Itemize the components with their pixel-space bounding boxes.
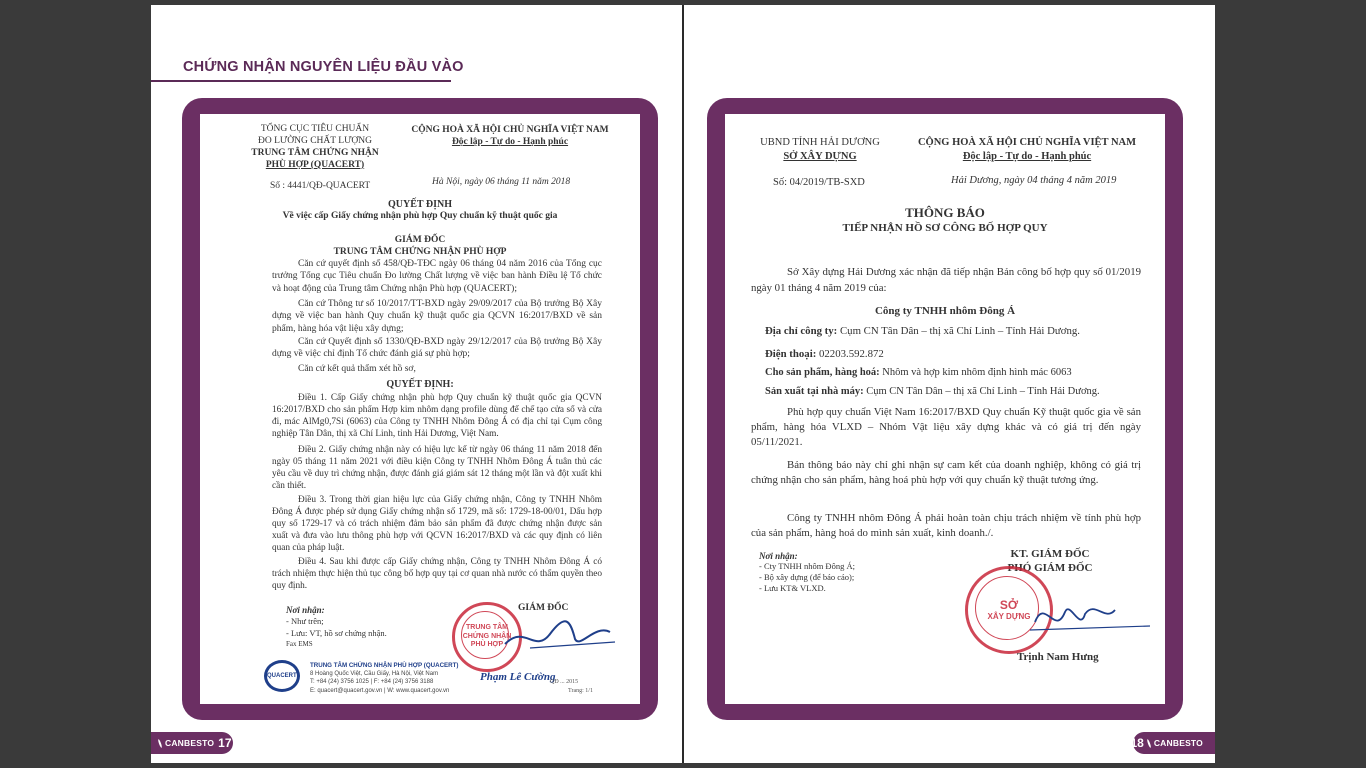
article-1: Điều 1. Cấp Giấy chứng nhận phù hợp Quy chuẩn kỹ thuật quốc gia QCVN 16:2017/BXD cho sản phẩm Hợp kim nhôm dạng profile dùng để chế tạo cửa sổ và cửa đi, mác AlMg0,7Si (6063) của Công ty TNHH Nhôm Đông Á có địa chỉ tại Cụm công nghiệp Tân Dân, thị xã Chí Linh, tỉnh Hải Dương, Việt Nam. — [272, 393, 602, 440]
construction-dept-notice-document — [725, 114, 1165, 704]
factory-row — [765, 385, 1100, 399]
national-header — [395, 124, 625, 149]
stamp-text: TRUNG TÂM — [466, 624, 508, 632]
recipient-item: - Lưu KT& VLXD. — [759, 583, 826, 593]
recipient-item: - Cty TNHH nhôm Đông Á; — [759, 561, 855, 571]
article-3: Điều 3. Trong thời gian hiệu lực của Giấy chứng nhận, Công ty TNHH Nhôm Đông Á được phép sử dụng Giấy chứng nhận số 1729, mã số: 1729-18-00/01, Dấu hợp quy số 1729-17 và có trách nhiệm đảm bảo sản phẩm đã được chứng nhận được sản xuất và đưa vào lưu thông phù hợp với QCVN 16:2017/BXD và các quy định có liên quan của pháp luật. — [272, 495, 602, 554]
org-line: UBND TỈNH HẢI DƯƠNG — [760, 137, 880, 148]
signer-name: Trịnh Nam Hưng — [1017, 651, 1099, 663]
quacert-decision-document — [200, 114, 640, 704]
recipient-item: - Lưu: VT, hồ sơ chứng nhận. — [286, 628, 387, 638]
org-line: TỔNG CỤC TIÊU CHUẨN — [260, 124, 370, 134]
org-line: TRUNG TÂM CHỨNG NHẬN — [251, 147, 379, 158]
page-footer-badge — [1130, 732, 1215, 754]
certificate-frame — [182, 98, 658, 720]
stamp-text: SỞ — [999, 598, 1019, 612]
authority-name: TRUNG TÂM CHỨNG NHẬN PHÙ HỢP — [333, 247, 507, 257]
footer-brand: CANBESTO — [1153, 738, 1203, 748]
issuer-contact-footer — [310, 662, 458, 695]
footer-web: E: quacert@quacert.gov.vn | W: www.quacert.gov.vn — [310, 687, 450, 694]
stamp-text: CHỨNG NHẬN — [462, 632, 512, 640]
canbesto-logo-icon — [158, 738, 163, 747]
footer-phone: T: +84 (24) 3756 1025 | F: +84 (24) 3756 3188 — [310, 679, 434, 686]
page-note: Trang: 1/1 — [568, 688, 593, 694]
certificate-frame — [707, 98, 1183, 720]
responsibility-paragraph: Công ty TNHH nhôm Đông Á phải hoàn toàn chịu trách nhiệm về tính phù hợp của sản phẩm, hàng hoá do mình sản xuất, kinh doanh./. — [751, 512, 1141, 540]
form-code: QĐ ... 2015 — [550, 679, 579, 685]
company-address-row — [765, 324, 1080, 339]
signature-scribble — [1025, 592, 1155, 642]
field-label: Sản xuất tại nhà máy: — [765, 386, 864, 397]
document-number: Số: 04/2019/TB-SXD — [773, 177, 865, 188]
page-number: 18 — [1130, 736, 1144, 750]
canbesto-logo-icon — [1146, 738, 1151, 747]
basis-paragraph: Căn cứ quyết định số 458/QĐ-TĐC ngày 06 tháng 04 năm 2016 của Tổng cục trưởng Tổng cục Tiêu chuẩn Đo lường Chất lượng về việc ban hành Điều lệ Tổ chức và hoạt động của Trung tâm Chứng nhận Phù hợp (QUACERT); — [272, 259, 602, 294]
document-title: QUYẾT ĐỊNH — [388, 199, 452, 210]
document-title: THÔNG BÁO — [905, 205, 985, 220]
field-label: Địa chỉ công ty: — [765, 325, 838, 337]
field-value: Cụm CN Tân Dân – thị xã Chí Linh – Tỉnh Hải Dương. — [839, 325, 1080, 337]
intro-paragraph: Sở Xây dựng Hải Dương xác nhận đã tiếp nhận Bản công bố hợp quy số 01/2019 ngày 01 tháng 4 năm 2019 của: — [751, 266, 1141, 295]
national-header — [897, 136, 1157, 163]
stamp-text: PHÙ HỢP — [470, 641, 504, 649]
document-subtitle: Về việc cấp Giấy chứng nhận phù hợp Quy chuẩn kỹ thuật quốc gia — [282, 211, 558, 221]
document-number: Số : 4441/QĐ-QUACERT — [270, 181, 371, 191]
org-line: SỞ XÂY DỰNG — [783, 150, 857, 162]
footer-brand: CANBESTO — [165, 738, 215, 748]
recipient-item: - Như trên; — [286, 616, 324, 626]
conformity-paragraph: Phù hợp quy chuẩn Việt Nam 16:2017/BXD Quy chuẩn Kỹ thuật quốc gia về sản phẩm, hàng hóa VLXD – Nhóm Vật liệu xây dựng khác và có giá trị đến ngày 05/11/2021. — [751, 406, 1141, 449]
document-date: Hải Dương, ngày 04 tháng 4 năm 2019 — [951, 175, 1117, 186]
basis-paragraph: Căn cứ kết quả thẩm xét hồ sơ, — [298, 364, 416, 374]
field-value: Cụm CN Tân Dân – thị xã Chí Linh – Tỉnh Hải Dương. — [866, 386, 1100, 397]
recipients-label: Nơi nhận: — [286, 605, 325, 615]
signer-title: PHÓ GIÁM ĐỐC — [1007, 561, 1093, 574]
quacert-logo-icon — [264, 660, 304, 694]
authority-title: GIÁM ĐỐC — [394, 235, 446, 245]
field-value: 02203.592.872 — [819, 348, 884, 360]
field-value: Nhôm và hợp kim nhôm định hình mác 6063 — [882, 367, 1072, 378]
footer-org: TRUNG TÂM CHỨNG NHẬN PHÙ HỢP (QUACERT) — [310, 662, 459, 669]
basis-paragraph: Căn cứ Quyết định số 1330/QĐ-BXD ngày 29/12/2017 của Bộ trưởng Bộ Xây dựng về việc chỉ định Tổ chức đánh giá sự phù hợp; — [272, 337, 602, 360]
page-footer-badge — [151, 732, 233, 754]
motto-line: Độc lập - Tự do - Hạnh phúc — [451, 137, 569, 148]
signer-name: Phạm Lê Cường — [480, 671, 556, 683]
signer-title: KT. GIÁM ĐỐC — [1010, 548, 1090, 560]
field-label: Điện thoại: — [765, 348, 817, 360]
motto-line: Độc lập - Tự do - Hạnh phúc — [962, 150, 1092, 162]
document-subtitle: TIẾP NHẬN HỒ SƠ CÔNG BỐ HỢP QUY — [842, 222, 1048, 234]
issuer-header — [745, 136, 895, 163]
page-number: 17 — [218, 736, 232, 750]
recipients-label: Nơi nhận: — [759, 551, 798, 561]
nation-line: CỘNG HOÀ XÃ HỘI CHỦ NGHĨA VIỆT NAM — [917, 137, 1137, 148]
disclaimer-paragraph: Bản thông báo này chỉ ghi nhận sự cam kết của doanh nghiệp, không có giá trị chứng nhận cho sản phẩm, hàng hoá phù hợp với quy chuẩn kỹ thuật tương ứng. — [751, 459, 1141, 487]
decide-heading: QUYẾT ĐỊNH: — [386, 379, 454, 390]
nation-line: CỘNG HOÀ XÃ HỘI CHỦ NGHĨA VIỆT NAM — [411, 125, 609, 135]
footer-address: 8 Hoàng Quốc Việt, Cầu Giấy, Hà Nội, Việt Nam — [310, 671, 439, 678]
company-name: Công ty TNHH nhôm Đông Á — [874, 305, 1016, 317]
product-row — [765, 366, 1072, 380]
article-2: Điều 2. Giấy chứng nhận này có hiệu lực kể từ ngày 06 tháng 11 năm 2018 đến ngày 05 tháng 11 năm 2021 với điều kiện Công ty TNHH Nhôm Đông Á tuân thủ các yêu cầu về duy trì chứng nhận, được đánh giá giám sát 12 tháng một lần và đột xuất khi cần thiết. — [272, 445, 602, 492]
issuer-header — [240, 124, 390, 172]
title-underline — [151, 80, 451, 82]
section-title: CHỨNG NHẬN NGUYÊN LIỆU ĐẦU VÀO — [183, 59, 464, 75]
signer-title: GIÁM ĐỐC — [518, 603, 569, 613]
field-label: Cho sản phẩm, hàng hoá: — [765, 367, 880, 378]
company-phone-row — [765, 347, 884, 362]
signature-scribble — [500, 614, 620, 654]
recipient-item: - Bộ xây dựng (để báo cáo); — [759, 572, 855, 582]
org-line: PHÙ HỢP (QUACERT) — [265, 159, 365, 170]
article-4: Điều 4. Sau khi được cấp Giấy chứng nhận, Công ty TNHH Nhôm Đông Á có trách nhiệm thực hiện thủ tục công bố hợp quy tại cơ quan nhà nước có thẩm quyền theo quy định. — [272, 557, 602, 592]
document-date: Hà Nội, ngày 06 tháng 11 năm 2018 — [432, 177, 571, 187]
fax-line: Fax EMS — [286, 640, 313, 648]
stamp-text: XÂY DỰNG — [987, 612, 1031, 622]
basis-paragraph: Căn cứ Thông tư số 10/2017/TT-BXD ngày 29/09/2017 của Bộ trưởng Bộ Xây dựng về việc ban hành Quy chuẩn kỹ thuật quốc gia QCVN 16:2017/BXD về sản phẩm, hàng hóa vật liệu xây dựng; — [272, 299, 602, 334]
org-line: ĐO LƯỜNG CHẤT LƯỢNG — [257, 135, 373, 146]
right-page — [684, 5, 1215, 763]
left-page — [151, 5, 682, 763]
logo-lettering: QUACERT — [267, 673, 297, 679]
